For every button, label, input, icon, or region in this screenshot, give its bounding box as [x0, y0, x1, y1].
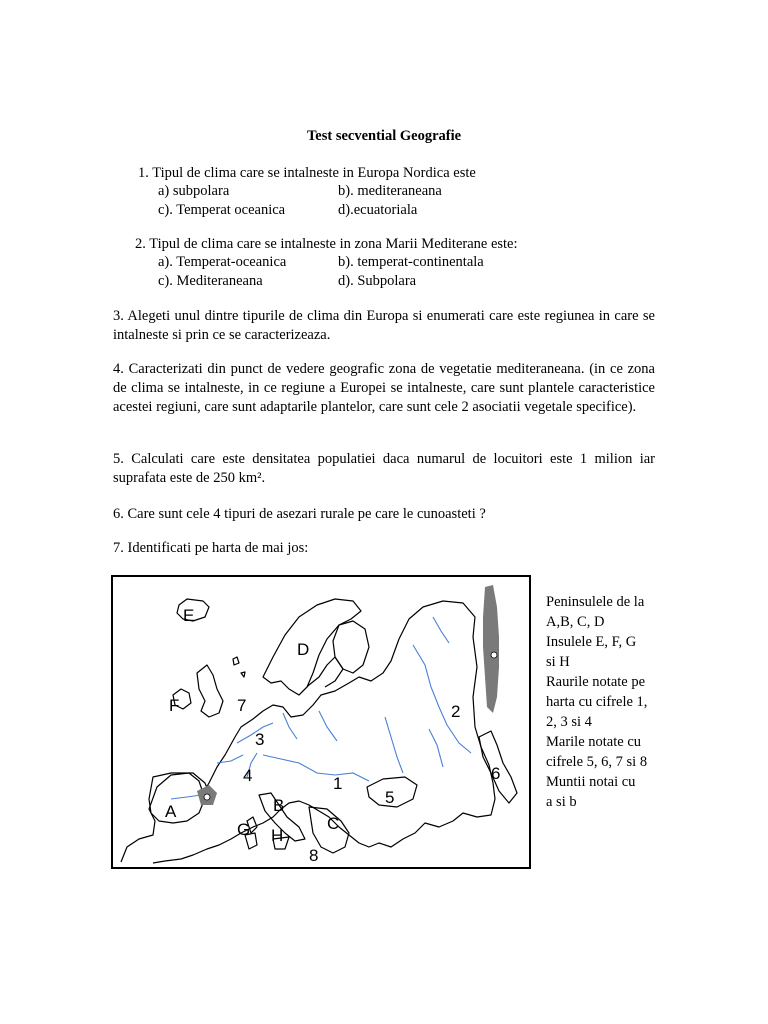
legend-line: Marile notate cu	[546, 734, 642, 750]
legend-line: Insulele E, F, G	[546, 634, 637, 650]
river-don	[429, 729, 443, 767]
river-1-danube	[263, 755, 369, 781]
map-label-c: C	[327, 814, 340, 833]
scandinavia-outline	[263, 599, 361, 695]
legend-line: Raurile notate pe	[546, 674, 646, 690]
q2-option-d: d). Subpolara	[338, 273, 417, 289]
legend-line: a si b	[546, 794, 577, 810]
mountain-marker-b	[491, 652, 497, 658]
map-label-b: B	[273, 796, 285, 815]
river-2-volga	[413, 645, 471, 753]
q2-option-c: c). Mediteraneana	[158, 273, 263, 289]
finland-outline	[333, 621, 369, 673]
question-4-text: 4. Caracterizati din punct de vedere geografic zona de vegetatie mediteraneana. (in ce zona de clima se intalneste, in ce regiune a Europei se intalneste, care sunt plantele caracteristice acestei regiuni, care sunt adaptarile plantelor, care sunt cele 2 asociatii vegetale specifice).	[113, 361, 655, 415]
europe-map	[111, 575, 531, 869]
map-label-d: D	[297, 640, 310, 659]
map-label-1: 1	[333, 774, 343, 793]
question-5-text: 5. Calculati care este densitatea populatiei daca numarul de locuitori este 1 milion iar suprafata este de 250 km².	[113, 451, 655, 486]
ural-mountains	[483, 585, 499, 713]
question-6-text: 6. Care sunt cele 4 tipuri de asezari rurale pe care le cunoasteti ?	[113, 506, 486, 522]
legend-line: cifrele 5, 6, 7 si 8	[546, 754, 648, 770]
map-label-4: 4	[243, 766, 253, 785]
question-1-text: 1. Tipul de clima care se intalneste in Europa Nordica este	[138, 165, 476, 181]
legend-line: A,B, C, D	[546, 614, 605, 630]
map-label-e: E	[183, 606, 195, 625]
map-label-2: 2	[451, 702, 461, 721]
map-label-f: F	[169, 696, 180, 715]
map-label-g: G	[237, 820, 251, 839]
small-islands	[233, 657, 245, 677]
mountain-marker-a	[204, 794, 210, 800]
map-label-6: 6	[491, 764, 501, 783]
map-label-h: H	[271, 826, 284, 845]
map-label-5: 5	[385, 788, 395, 807]
map-label-8: 8	[309, 846, 319, 865]
legend-line: 2, 3 si 4	[546, 714, 592, 730]
q2-option-a: a). Temperat-oceanica	[158, 254, 287, 270]
map-label-a: A	[165, 802, 177, 821]
legend-line: Muntii notai cu	[546, 774, 636, 790]
britain-outline	[197, 665, 223, 717]
river-north	[433, 617, 449, 643]
europe-map-drawing	[113, 577, 529, 867]
q1-option-d: d).ecuatoriala	[338, 202, 418, 218]
q1-option-b: b). mediteraneana	[338, 183, 442, 199]
page-title: Test secvential Geografie	[306, 128, 462, 144]
river-dnieper	[385, 717, 403, 773]
q1-option-c: c). Temperat oceanica	[158, 202, 286, 218]
question-2-text: 2. Tipul de clima care se intalneste in zona Marii Mediterane este:	[135, 236, 518, 252]
river-iberian	[171, 795, 201, 799]
legend-line: Peninsulele de la	[546, 594, 645, 610]
question-3-text: 3. Alegeti unul dintre tipurile de clima din Europa si enumerati care este regiunea in care se intalneste si prin ce se caracterizeaza.	[113, 308, 655, 343]
legend-line: si H	[546, 654, 570, 670]
legend-line: harta cu cifrele 1,	[546, 694, 648, 710]
river-vistula	[319, 711, 337, 741]
question-7-text: 7. Identificati pe harta de mai jos:	[113, 540, 309, 556]
map-label-3: 3	[255, 730, 265, 749]
map-label-7: 7	[237, 696, 247, 715]
map-legend	[546, 592, 656, 812]
q2-option-b: b). temperat-continentala	[338, 254, 484, 270]
baltic-coast	[299, 657, 343, 695]
q1-option-a: a) subpolara	[158, 183, 230, 199]
